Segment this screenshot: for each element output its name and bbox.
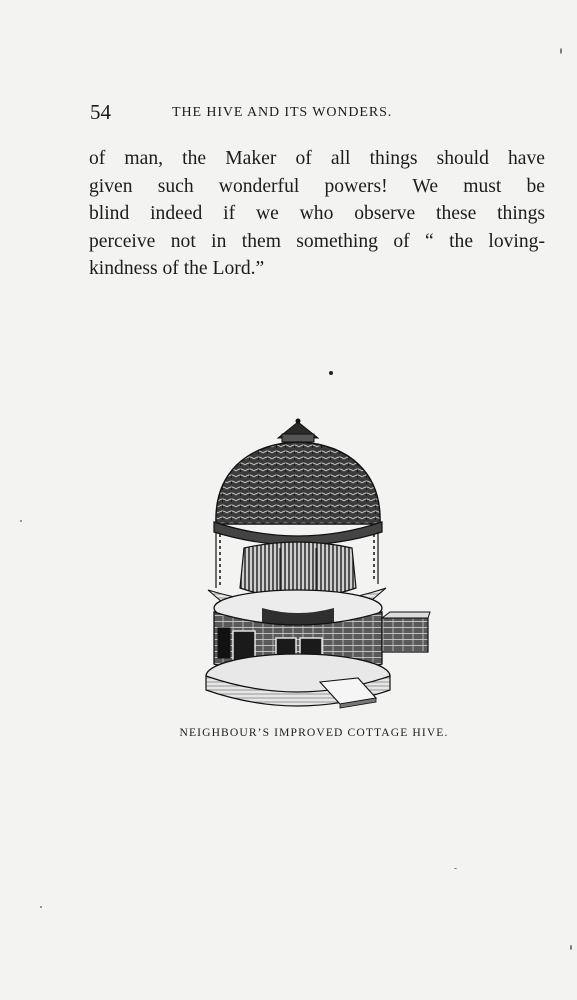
body-line: given such wonderful powers! We must be (89, 175, 545, 197)
ink-speck (40, 906, 42, 908)
body-line: kindness of the Lord.” (89, 258, 265, 280)
hive-illustration (200, 412, 440, 722)
ink-speck (20, 520, 22, 522)
ink-speck (329, 371, 333, 375)
body-line: blind indeed if we who observe these things (89, 203, 545, 225)
ink-speck (560, 48, 562, 54)
body-paragraph (89, 145, 545, 283)
body-line: of man, the Maker of all things should have (89, 148, 545, 169)
ink-speck (570, 945, 572, 950)
body-line: perceive not in them something of “ the loving- (89, 230, 545, 252)
ink-speck (454, 868, 457, 869)
figure-caption: NEIGHBOUR’S IMPROVED COTTAGE HIVE. (179, 726, 449, 739)
running-head (90, 100, 545, 124)
cottage-hive-engraving (200, 412, 440, 722)
page-number: 54 (90, 100, 111, 124)
running-title: THE HIVE AND ITS WONDERS. (172, 105, 393, 120)
